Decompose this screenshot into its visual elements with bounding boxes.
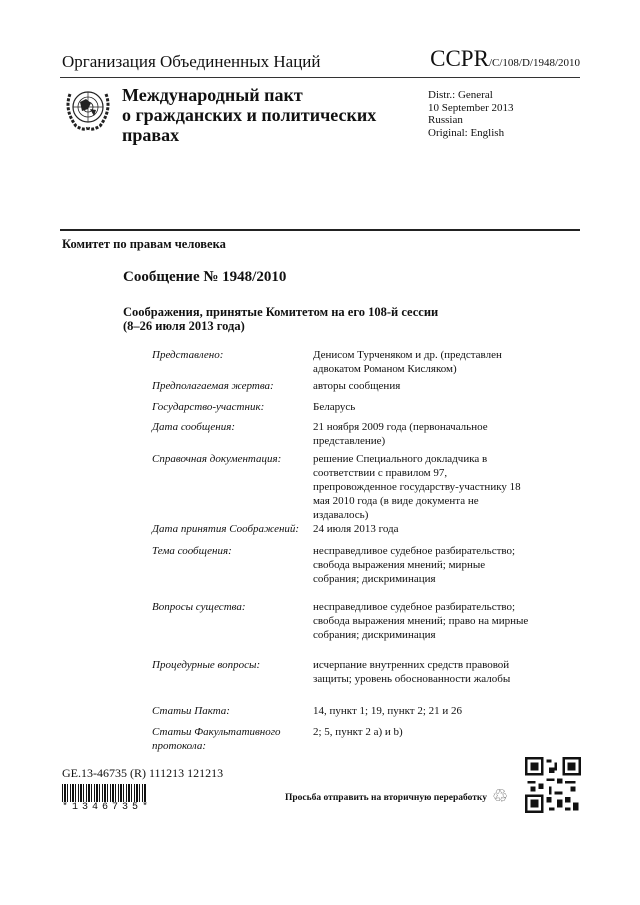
- organization-name: Организация Объединенных Наций: [62, 52, 321, 71]
- language-line: Russian: [428, 114, 463, 126]
- detail-value: Денисом Турченяком и др. (представлен адвокатом Романом Кисляком): [313, 349, 502, 375]
- qr-code-icon: [525, 757, 581, 813]
- detail-label: Статьи Пакта:: [152, 705, 230, 717]
- communication-title: Сообщение № 1948/2010: [123, 269, 287, 285]
- symbol-main: CCPR: [430, 46, 489, 71]
- title-line: о гражданских и политических: [122, 105, 377, 125]
- detail-value: авторы сообщения: [313, 380, 401, 392]
- header-rule: [60, 77, 580, 78]
- detail-label: Предполагаемая жертва:: [152, 380, 274, 392]
- section-rule: [60, 229, 580, 231]
- recycle-icon: ♲: [492, 786, 509, 806]
- date-line: 10 September 2013: [428, 101, 514, 114]
- detail-value: 2; 5, пункт 2 a) и b): [313, 726, 403, 738]
- original-language-line: Original: English: [428, 126, 505, 139]
- document-symbol: [430, 46, 580, 72]
- job-number: GE.13-46735 (R) 111213 121213: [62, 766, 224, 780]
- detail-value: несправедливое судебное разбирательство; свобода выражения мнений; право на мирные собрания; дискриминация: [313, 601, 529, 641]
- barcode-icon: [62, 784, 147, 802]
- subtitle-line: (8–26 июля 2013 года): [123, 319, 245, 333]
- detail-value: 14, пункт 1; 19, пункт 2; 21 и 26: [313, 705, 463, 717]
- detail-value: несправедливое судебное разбирательство; свобода выражения мнений; мирные собрания; дискриминация: [313, 545, 516, 585]
- detail-value: 21 ноября 2009 года (первоначальное представление): [313, 421, 488, 447]
- detail-value: исчерпание внутренних средств правовой защиты; уровень обоснованности жалобы: [313, 659, 511, 685]
- detail-label: Дата сообщения:: [152, 421, 236, 433]
- detail-value: решение Специального докладчика в соответствии с правилом 97, препровожденное государству-участнику 18 мая 2010 года (в виде документа не издавалось): [313, 453, 521, 521]
- detail-label: Тема сообщения:: [152, 545, 232, 557]
- distribution-info: [428, 89, 514, 139]
- detail-label: Государство-участник:: [152, 401, 265, 413]
- title-line: Международный пакт: [122, 85, 303, 105]
- barcode-number: *1346735*: [62, 802, 153, 813]
- detail-label: Справочная документация:: [152, 453, 282, 465]
- subtitle-line: Соображения, принятые Комитетом на его 108-й сессии: [123, 305, 439, 319]
- treaty-title: [122, 85, 412, 145]
- detail-label: Представлено:: [152, 349, 224, 361]
- recycle-notice: Просьба отправить на вторичную переработку: [285, 793, 487, 803]
- distr-line: Distr.: General: [428, 89, 493, 101]
- un-emblem-icon: [62, 82, 114, 134]
- detail-value: Беларусь: [313, 401, 356, 413]
- detail-label: Процедурные вопросы:: [152, 659, 261, 671]
- detail-label: Вопросы существа:: [152, 601, 246, 613]
- detail-label: Статьи Факультативного протокола:: [152, 726, 281, 752]
- detail-value: 24 июля 2013 года: [313, 523, 399, 535]
- subtitle: [123, 305, 438, 333]
- committee-name: Комитет по правам человека: [62, 237, 226, 251]
- symbol-suffix: /C/108/D/1948/2010: [488, 57, 580, 69]
- detail-label: Дата принятия Соображений:: [152, 523, 300, 535]
- title-line: правах: [122, 125, 180, 145]
